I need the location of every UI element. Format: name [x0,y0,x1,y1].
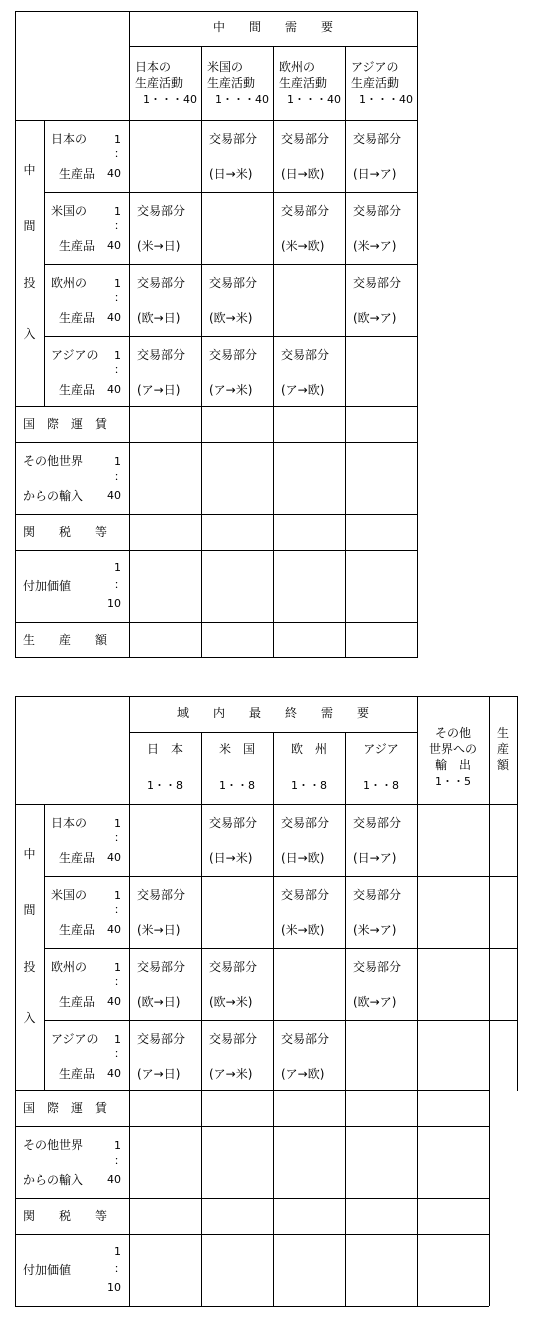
trade-cell-direction: (日→米) [209,167,253,181]
table-rule [44,876,518,877]
row-products: 生産品 [59,383,96,397]
row-range-start: 1 [114,205,121,218]
row-producer-name: 欧州の [51,960,88,974]
row-value-added: 付加価値 [23,1263,72,1277]
trade-cell-direction: (ア→日) [137,1067,181,1081]
trade-cell-label: 交易部分 [353,888,402,902]
row-range-end: 40 [107,383,121,396]
row-products: 生産品 [59,167,96,181]
row-imports-start: 1 [114,1139,121,1152]
column-header-name: 日 本 [146,742,183,756]
column-header-name: アジアの [351,60,399,74]
row-range-colon: ： [114,219,125,232]
row-value-added-colon: ： [114,578,125,591]
output-header-line3: 額 [496,758,509,772]
row-imports-line2: からの輸入 [23,489,84,503]
row-range-colon: ： [114,291,125,304]
table-rule [15,1306,489,1307]
section-label-char: 投 [23,276,36,290]
row-range-colon: ： [114,147,125,160]
table-rule [44,1020,518,1021]
trade-cell-label: 交易部分 [353,132,402,146]
row-range-end: 40 [107,1067,121,1080]
trade-cell-label: 交易部分 [137,888,186,902]
section-label-char: 入 [23,1011,36,1025]
section-label-char: 間 [23,219,36,233]
table-rule [345,732,346,1306]
row-range-colon: ： [114,1047,125,1060]
row-tariff: 関 税 等 [23,1209,108,1223]
trade-cell-direction: (欧→日) [137,995,181,1009]
column-header-name: 日本の [135,60,172,74]
trade-cell-direction: (ア→米) [209,1067,253,1081]
column-header-range: 1・・・40 [143,93,197,106]
row-value-added-start: 1 [114,1245,121,1258]
column-header-name: アジア [363,742,399,756]
row-range-colon: ： [114,903,125,916]
column-header-activity: 生産活動 [279,76,328,90]
trade-cell-direction: (欧→ア) [353,995,397,1009]
trade-cell-direction: (日→米) [209,851,253,865]
trade-cell-label: 交易部分 [137,348,186,362]
section-label-char: 間 [23,903,36,917]
output-header-line2: 産 [496,742,509,756]
row-imports-start: 1 [114,455,121,468]
row-producer-name: 日本の [51,816,88,830]
column-header-range: 1・・8 [363,779,399,792]
trade-cell-direction: (ア→米) [209,383,253,397]
column-header-range: 1・・・40 [359,93,413,106]
trade-cell-label: 交易部分 [353,276,402,290]
row-range-end: 40 [107,167,121,180]
section-label-char: 中 [23,847,36,861]
trade-cell-direction: (欧→日) [137,311,181,325]
trade-cell-direction: (米→ア) [353,923,397,937]
row-range-end: 40 [107,239,121,252]
row-range-end: 40 [107,995,121,1008]
column-header-name: 米 国 [218,742,255,756]
export-header-line3: 輸 出 [434,758,471,772]
trade-cell-direction: (米→ア) [353,239,397,253]
row-freight: 国 際 運 賃 [23,417,108,431]
column-header-activity: 生産活動 [351,76,400,90]
row-range-start: 1 [114,133,121,146]
row-producer-name: アジアの [51,348,99,362]
table-rule [44,804,45,1090]
trade-cell-direction: (米→欧) [281,923,325,937]
row-range-end: 40 [107,923,121,936]
column-header-range: 1・・8 [147,779,183,792]
row-range-colon: ： [114,831,125,844]
row-value-added: 付加価値 [23,579,72,593]
trade-cell-label: 交易部分 [353,204,402,218]
trade-cell-label: 交易部分 [137,276,186,290]
table-rule [489,696,490,1306]
trade-cell-direction: (米→日) [137,923,181,937]
row-value-added-colon: ： [114,1262,125,1275]
trade-cell-label: 交易部分 [209,132,258,146]
column-header-name: 欧州の [279,60,316,74]
trade-cell-direction: (日→欧) [281,167,325,181]
trade-cell-label: 交易部分 [209,276,258,290]
trade-cell-direction: (欧→米) [209,995,253,1009]
header-title: 中 間 需 要 [212,20,333,34]
row-range-start: 1 [114,961,121,974]
trade-cell-label: 交易部分 [281,888,330,902]
row-products: 生産品 [59,851,96,865]
row-products: 生産品 [59,239,96,253]
row-freight: 国 際 運 賃 [23,1101,108,1115]
section-label-char: 中 [23,163,36,177]
row-products: 生産品 [59,1067,96,1081]
trade-cell-direction: (ア→欧) [281,383,325,397]
row-tariff: 関 税 等 [23,525,108,539]
trade-cell-label: 交易部分 [281,1032,330,1046]
export-header-line1: その他 [434,726,471,740]
column-header-name: 欧 州 [290,742,327,756]
row-output: 生 産 額 [23,633,108,647]
row-value-added-start: 1 [114,561,121,574]
row-imports-line1: その他世界 [23,454,84,468]
trade-cell-direction: (ア→欧) [281,1067,325,1081]
table-rule [517,696,518,1091]
table-rule [15,696,16,1306]
trade-cell-label: 交易部分 [353,960,402,974]
trade-cell-direction: (米→欧) [281,239,325,253]
trade-cell-direction: (日→ア) [353,167,397,181]
column-header-name: 米国の [207,60,244,74]
table-rule [273,732,274,1306]
trade-cell-label: 交易部分 [209,816,258,830]
row-producer-name: 欧州の [51,276,88,290]
row-imports-end: 40 [107,1173,121,1186]
row-imports-colon: ： [114,470,125,483]
trade-cell-label: 交易部分 [137,1032,186,1046]
row-range-start: 1 [114,1033,121,1046]
row-products: 生産品 [59,923,96,937]
table-rule [44,948,518,949]
trade-cell-label: 交易部分 [353,816,402,830]
column-header-activity: 生産活動 [207,76,256,90]
row-products: 生産品 [59,311,96,325]
row-imports-end: 40 [107,489,121,502]
column-header-range: 1・・8 [219,779,255,792]
trade-cell-direction: (米→日) [137,239,181,253]
trade-cell-label: 交易部分 [281,348,330,362]
row-producer-name: 米国の [51,888,88,902]
row-products: 生産品 [59,995,96,1009]
row-producer-name: アジアの [51,1032,99,1046]
row-range-start: 1 [114,277,121,290]
export-header-range: 1・・5 [435,775,471,788]
trade-cell-direction: (日→欧) [281,851,325,865]
trade-cell-label: 交易部分 [137,204,186,218]
trade-cell-direction: (ア→日) [137,383,181,397]
column-header-range: 1・・・40 [215,93,269,106]
row-producer-name: 米国の [51,204,88,218]
output-header-line1: 生 [496,726,509,740]
table-rule [15,804,518,805]
trade-cell-label: 交易部分 [209,960,258,974]
section-label-char: 投 [23,960,36,974]
row-value-added-end: 10 [107,597,121,610]
row-range-colon: ： [114,975,125,988]
trade-cell-label: 交易部分 [137,960,186,974]
row-range-end: 40 [107,311,121,324]
trade-cell-label: 交易部分 [281,132,330,146]
row-range-end: 40 [107,851,121,864]
trade-cell-label: 交易部分 [209,348,258,362]
row-range-colon: ： [114,363,125,376]
row-range-start: 1 [114,349,121,362]
row-imports-line2: からの輸入 [23,1173,84,1187]
trade-cell-label: 交易部分 [281,816,330,830]
trade-cell-direction: (欧→ア) [353,311,397,325]
header-title: 域 内 最 終 需 要 [176,706,369,720]
trade-cell-direction: (欧→米) [209,311,253,325]
trade-cell-label: 交易部分 [209,1032,258,1046]
column-header-activity: 生産活動 [135,76,184,90]
column-header-range: 1・・・40 [287,93,341,106]
row-range-start: 1 [114,889,121,902]
row-imports-colon: ： [114,1154,125,1167]
table-rule [201,732,202,1306]
section-label-char: 入 [23,327,36,341]
column-header-range: 1・・8 [291,779,327,792]
row-imports-line1: その他世界 [23,1138,84,1152]
trade-cell-label: 交易部分 [281,204,330,218]
row-range-start: 1 [114,817,121,830]
trade-cell-direction: (日→ア) [353,851,397,865]
row-value-added-end: 10 [107,1281,121,1294]
export-header-line2: 世界への [428,742,477,756]
table-rule [15,696,518,697]
row-producer-name: 日本の [51,132,88,146]
